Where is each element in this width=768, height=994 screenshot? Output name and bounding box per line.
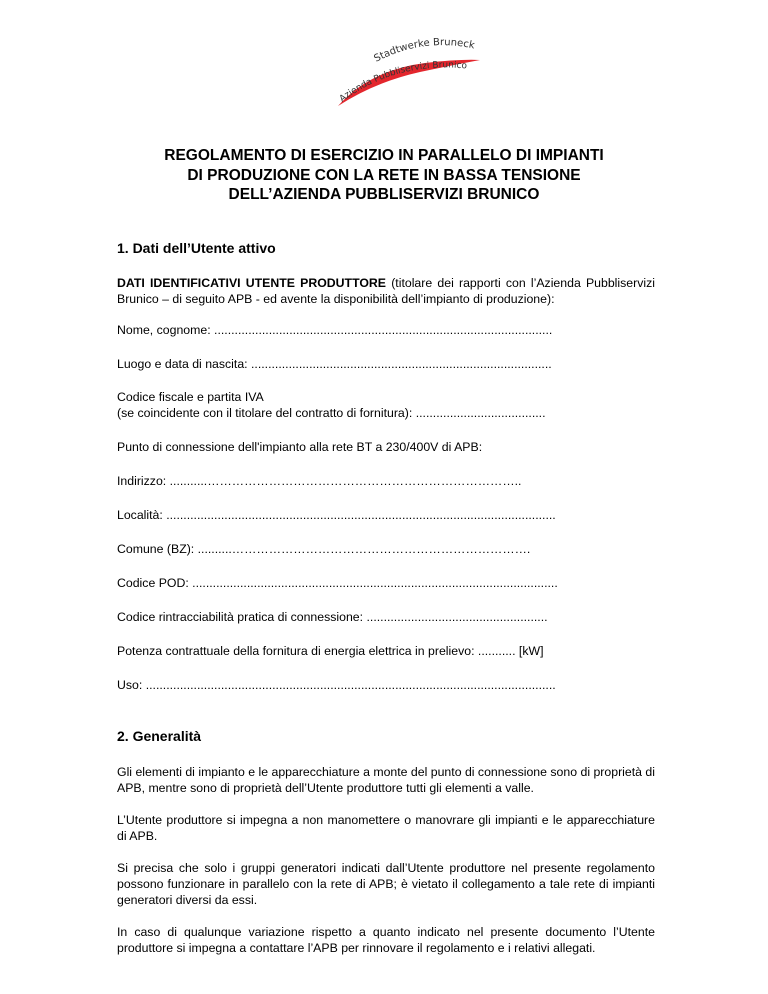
field-codice-pod[interactable]: Codice POD: ...........................................................................................................	[117, 576, 558, 590]
intro-bold-label: DATI IDENTIFICATIVI UTENTE PRODUTTORE	[117, 276, 387, 290]
field-codice-fiscale[interactable]: (se coincidente con il titolare del contratto di fornitura): ......................................	[117, 406, 546, 420]
paragraph: Si precisa che solo i gruppi generatori indicati dall’Utente produttore nel presente regolamento possono funzionare in parallelo con la rete di APB; è vietato il collegamento a tale rete di impianti generatori diversi da essi.	[117, 861, 655, 907]
paragraph: Gli elementi di impianto e le apparecchiature a monte del punto di connessione sono di proprietà di APB, mentre sono di proprietà dell’Utente produttore tutti gli elementi a valle.	[117, 765, 655, 795]
section-1-heading: 1. Dati dell’Utente attivo	[117, 240, 276, 256]
svg-text:Azienda Pubbliservizi Brunico	[338, 60, 468, 104]
logo-text-italian: Azienda Pubbliservizi Brunico	[337, 60, 468, 105]
company-logo	[330, 30, 490, 110]
field-codice-fiscale-label: Codice fiscale e partita IVA	[117, 390, 264, 404]
section-1-intro	[117, 275, 655, 307]
logo-swoosh	[330, 30, 490, 110]
intro-text: (titolare dei rapporti con l’Azienda Pubbliservizi Brunico – di seguito APB - ed avente la disponibilità dell’impianto di produzione):	[117, 276, 655, 306]
paragraph: In caso di qualunque variazione rispetto a quanto indicato nel presente documento l’Utente produttore si impegna a contattare l’APB per rinnovare il regolamento e i relativi allegati.	[117, 925, 655, 955]
title-line-1: REGOLAMENTO DI ESERCIZIO IN PARALLELO DI IMPIANTI	[164, 147, 604, 164]
logo-text-german: Stadtwerke Bruneck	[372, 37, 476, 65]
field-nome-cognome[interactable]: Nome, cognome: ...................................................................................................	[117, 323, 553, 337]
paragraph: L’Utente produttore si impegna a non manomettere o manovrare gli impianti e le apparecchiature di APB.	[117, 813, 655, 843]
field-comune[interactable]: Comune (BZ): ..........……………………………………………………………….	[117, 542, 531, 556]
section-2-heading: 2. Generalità	[117, 728, 202, 744]
connection-point-label: Punto di connessione dell'impianto alla rete BT a 230/400V di APB:	[117, 440, 483, 454]
field-codice-rintracciabilita[interactable]: Codice rintracciabilità pratica di connessione: .....................................................	[117, 610, 548, 624]
field-luogo-data-nascita[interactable]: Luogo e data di nascita: ........................................................................................	[117, 357, 552, 371]
document-title	[60, 146, 708, 205]
field-potenza[interactable]: Potenza contrattuale della fornitura di energia elettrica in prelievo: ........... [kW]	[117, 644, 544, 658]
field-localita[interactable]: Località: ..................................................................................................................	[117, 508, 556, 522]
title-line-3: DELL’AZIENDA PUBBLISERVIZI BRUNICO	[228, 186, 540, 203]
field-uso[interactable]: Uso: ........................................................................................................................	[117, 678, 556, 692]
title-line-2: DI PRODUZIONE CON LA RETE IN BASSA TENSIONE	[187, 166, 581, 184]
field-indirizzo[interactable]: Indirizzo: ...........…………………………………………………………………..	[117, 474, 522, 488]
